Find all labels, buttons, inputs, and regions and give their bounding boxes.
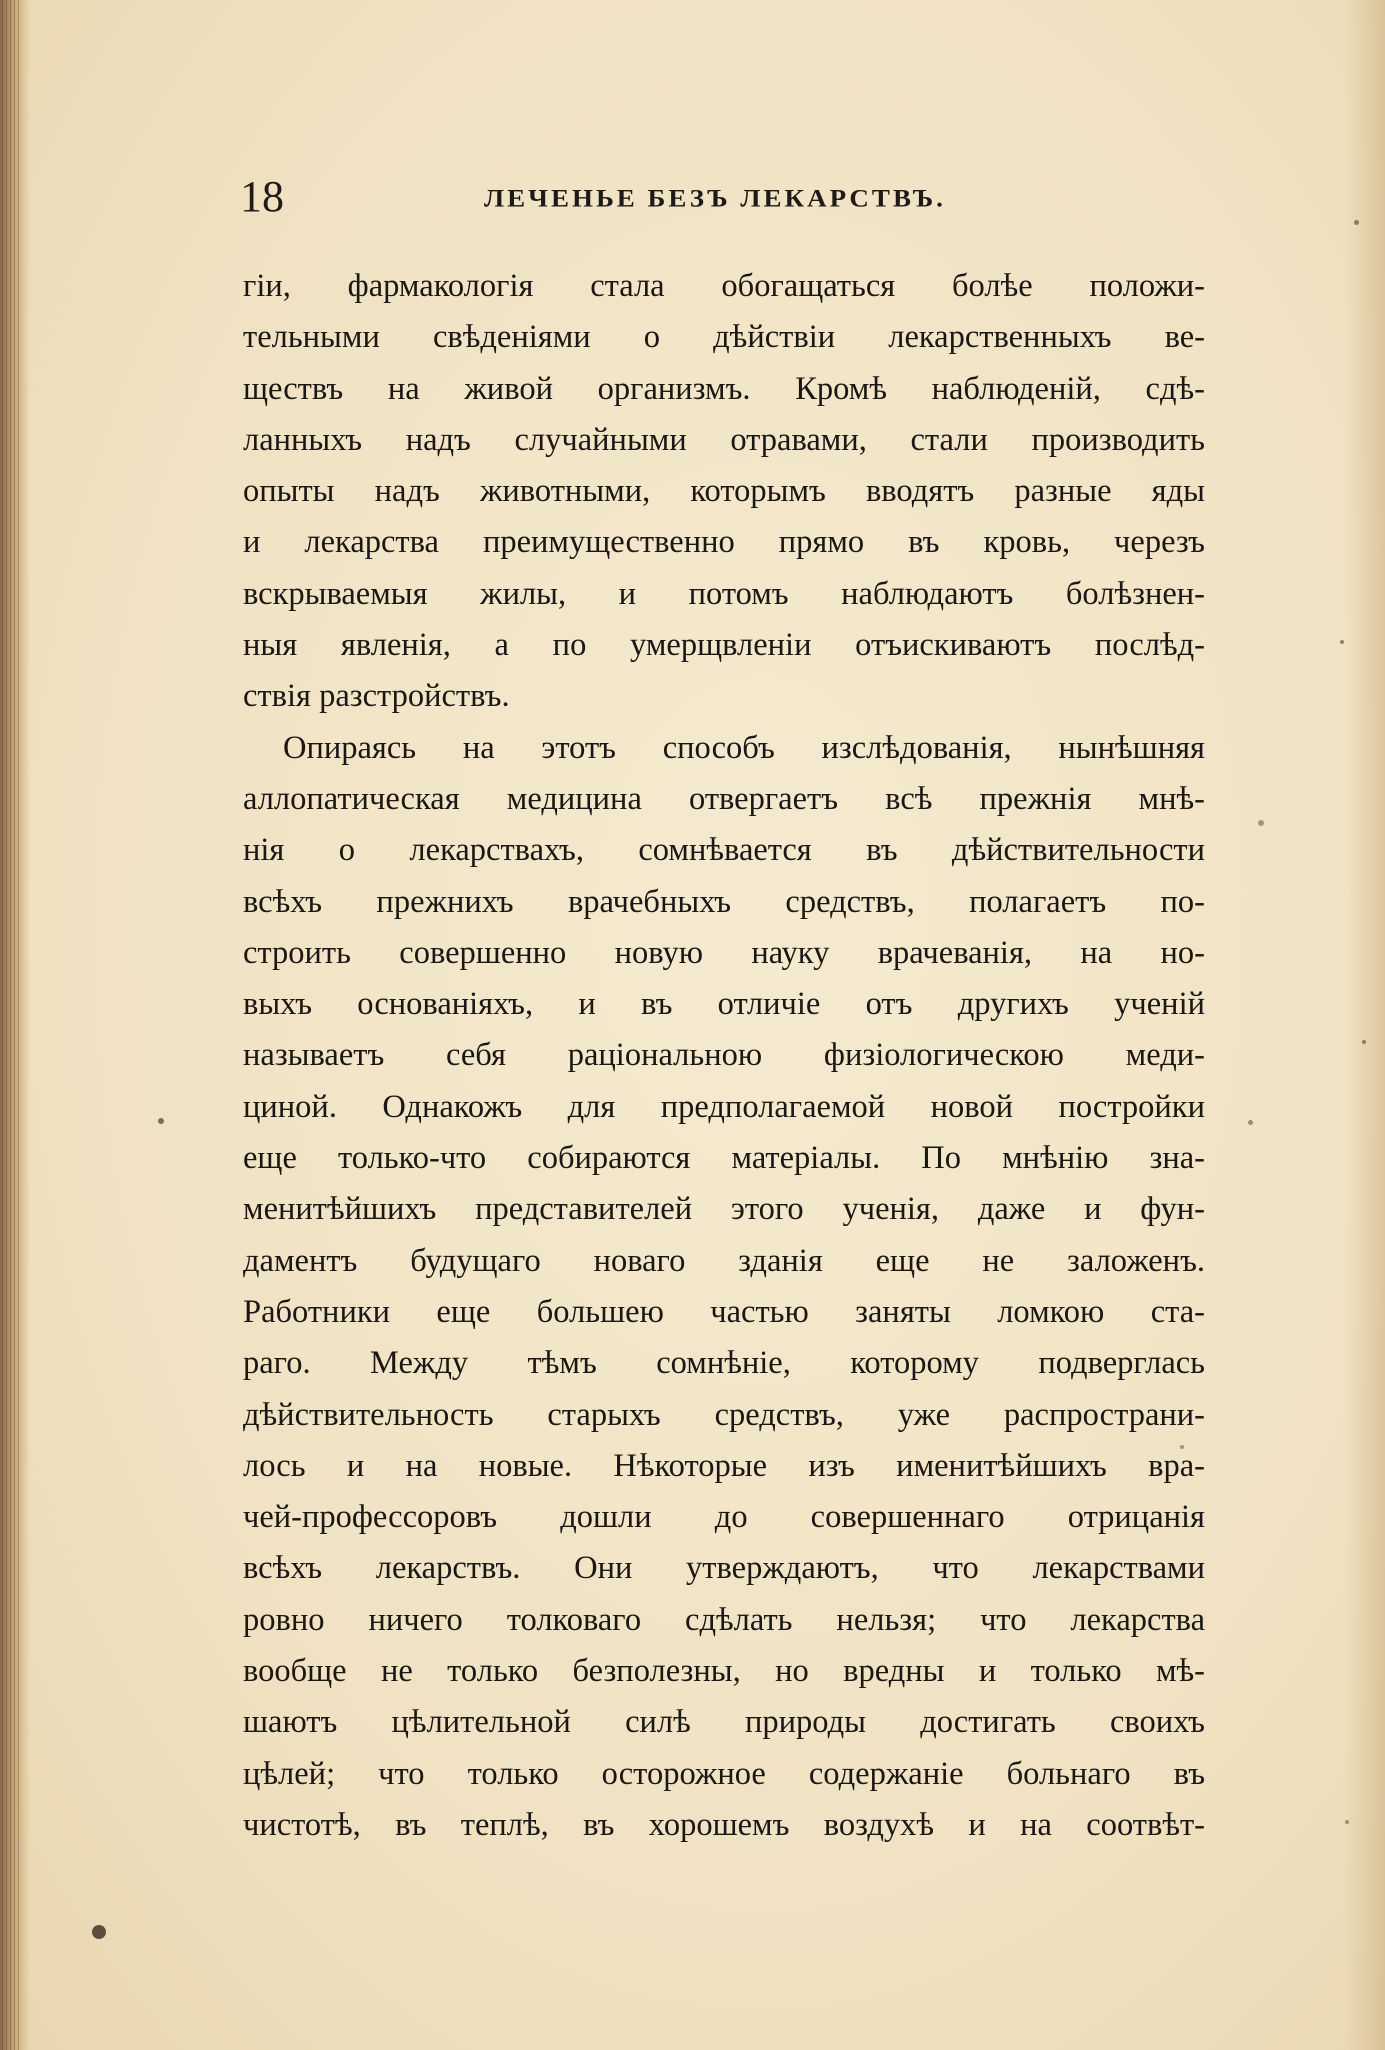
text-line: тельными свѣденіями о дѣйствіи лекарственныхъ ве-: [243, 319, 1205, 356]
text-line: шаютъ цѣлительной силѣ природы достигать своихъ: [243, 1704, 1205, 1741]
text-line: выхъ основаніяхъ, и въ отличіе отъ другихъ ученій: [243, 986, 1205, 1023]
ink-speck: [1340, 640, 1344, 644]
text-line: и лекарства преимущественно прямо въ кровь, черезъ: [243, 524, 1205, 561]
text-line: строить совершенно новую науку врачеванія, на но-: [243, 934, 1205, 971]
text-line: даментъ будущаго новаго зданія еще не заложенъ.: [243, 1242, 1205, 1279]
page-header: [240, 172, 1200, 222]
text-line: Опираясь на этотъ способъ изслѣдованія, нынѣшняя: [283, 729, 1205, 766]
page-number: 18: [240, 172, 284, 221]
page-edges: [2, 0, 20, 2050]
text-line: всѣхъ прежнихъ врачебныхъ средствъ, полагаетъ по-: [243, 883, 1205, 920]
ink-speck: [1248, 1120, 1253, 1125]
text-line: Работники еще большею частью заняты ломкою ста-: [243, 1293, 1205, 1330]
text-line: циной. Однакожъ для предполагаемой новой постройки: [243, 1088, 1205, 1125]
text-line: аллопатическая медицина отвергаетъ всѣ прежнія мнѣ-: [243, 780, 1205, 817]
text-line: чистотѣ, въ теплѣ, въ хорошемъ воздухѣ и на соотвѣт-: [243, 1806, 1205, 1843]
running-title: ЛЕЧЕНЬЕ БЕЗЪ ЛЕКАРСТВЪ.: [484, 183, 946, 213]
text-line: опыты надъ животными, которымъ вводятъ разные яды: [243, 473, 1205, 510]
ink-speck: [1354, 220, 1359, 225]
ink-speck: [158, 1118, 164, 1124]
ink-speck: [92, 1925, 106, 1939]
text-line: чей-профессоровъ дошли до совершеннаго отрицанія: [243, 1499, 1205, 1536]
text-line: вообще не только безполезны, но вредны и только мѣ-: [243, 1653, 1205, 1690]
text-line: всѣхъ лекарствъ. Они утверждаютъ, что лекарствами: [243, 1550, 1205, 1587]
text-line: вскрываемыя жилы, и потомъ наблюдаютъ болѣзнен-: [243, 575, 1205, 612]
text-line: лось и на новые. Нѣкоторые изъ именитѣйшихъ вра-: [243, 1447, 1205, 1484]
ink-speck: [1345, 1820, 1349, 1824]
text-line: ланныхъ надъ случайными отравами, стали производить: [243, 421, 1205, 458]
text-line: дѣйствительность старыхъ средствъ, уже распространи-: [243, 1396, 1205, 1433]
page-right-edge: [1345, 0, 1385, 2050]
text-line: называетъ себя раціональною физіологическою меди-: [243, 1037, 1205, 1074]
text-line: еще только-что собираются матеріалы. По мнѣнію зна-: [243, 1140, 1205, 1177]
text-line: ровно ничего толковаго сдѣлать нельзя; что лекарства: [243, 1601, 1205, 1638]
text-line: ныя явленія, а по умерщвленіи отъискиваютъ послѣд-: [243, 627, 1205, 664]
ink-speck: [1258, 820, 1264, 826]
ink-speck: [1362, 1040, 1366, 1044]
text-line: ществъ на живой организмъ. Кромѣ наблюденій, сдѣ-: [243, 370, 1205, 407]
text-line: нія о лекарствахъ, сомнѣвается въ дѣйствительности: [243, 832, 1205, 869]
text-line: менитѣйшихъ представителей этого ученія, даже и фун-: [243, 1191, 1205, 1228]
body-text: [243, 261, 1205, 1851]
text-line: ствія разстройствъ.: [243, 678, 510, 715]
text-line: гіи, фармакологія стала обогащаться болѣе положи-: [243, 268, 1205, 304]
text-line: цѣлей; что только осторожное содержаніе больнаго въ: [243, 1755, 1205, 1792]
text-line: раго. Между тѣмъ сомнѣніе, которому подверглась: [243, 1345, 1205, 1382]
book-spine-edge: [0, 0, 30, 2050]
ink-speck: [1180, 1445, 1184, 1449]
